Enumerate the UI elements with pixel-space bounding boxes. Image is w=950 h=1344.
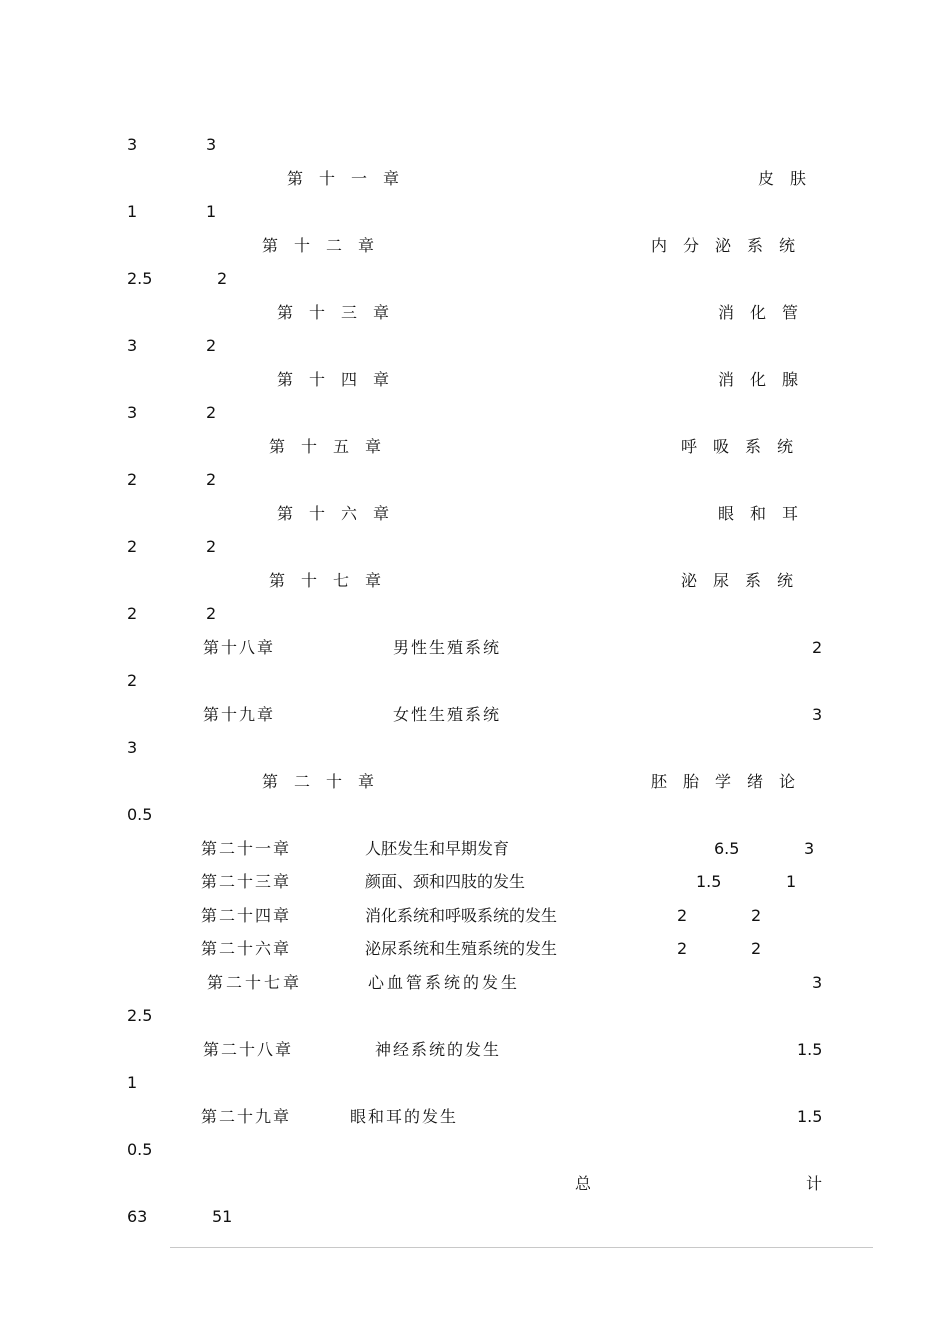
row-hours-theory: 3 — [127, 738, 138, 757]
row-hours-theory: 1 — [206, 202, 217, 221]
row-hours-total: 3 — [812, 705, 823, 724]
total-hours-theory: 51 — [212, 1207, 233, 1226]
row-subject: 内 分 泌 系 统 — [651, 236, 796, 255]
total-hours-total: 63 — [127, 1207, 148, 1226]
row-subject: 女性生殖系统 — [393, 705, 502, 724]
row-subject: 皮 肤 — [758, 169, 807, 188]
row-chapter: 第十八章 — [203, 638, 276, 657]
row-hours-total: 1.5 — [797, 1107, 823, 1126]
row-hours-total: 3 — [127, 336, 138, 355]
total-label-right: 计 — [806, 1174, 823, 1193]
row-hours-theory: 1 — [786, 872, 797, 891]
row-hours-theory: 2 — [206, 403, 217, 422]
row-hours-theory: 2 — [751, 906, 762, 925]
row-chapter: 第二十一章 — [201, 839, 292, 858]
row-chapter: 第 十 一 章 — [287, 169, 400, 188]
row-hours-total: 2 — [127, 537, 138, 556]
row-subject: 眼和耳的发生 — [350, 1107, 459, 1126]
row-hours-total: 3 — [812, 973, 823, 992]
row-hours-total: 2 — [127, 604, 138, 623]
row-hours-theory: 2 — [206, 537, 217, 556]
row-hours-total: 3 — [127, 403, 138, 422]
row-subject: 呼 吸 系 统 — [681, 437, 794, 456]
row-hours-total: 2 — [812, 638, 823, 657]
row-chapter: 第十九章 — [203, 705, 276, 724]
row-subject: 泌尿系统和生殖系统的发生 — [365, 939, 558, 958]
row-hours-total: 2 — [677, 906, 688, 925]
row-subject: 消化系统和呼吸系统的发生 — [365, 906, 558, 925]
row-chapter: 第二十九章 — [201, 1107, 292, 1126]
row-subject: 消 化 腺 — [718, 370, 799, 389]
row-hours-theory: 0.5 — [127, 1140, 153, 1159]
row-hours-theory: 3 — [206, 135, 217, 154]
row-hours-total: 0.5 — [127, 805, 153, 824]
total-label-left: 总 — [575, 1174, 592, 1193]
row-chapter: 第二十六章 — [201, 939, 292, 958]
row-hours-theory: 3 — [804, 839, 815, 858]
row-hours-theory: 2 — [206, 470, 217, 489]
row-hours-theory: 2 — [751, 939, 762, 958]
row-chapter: 第 十 六 章 — [277, 504, 390, 523]
row-chapter: 第 十 七 章 — [269, 571, 382, 590]
row-subject: 颜面、颈和四肢的发生 — [365, 872, 526, 891]
row-chapter: 第二十四章 — [201, 906, 292, 925]
footer-divider — [170, 1247, 873, 1248]
row-hours-theory: 2 — [206, 604, 217, 623]
row-chapter: 第 十 二 章 — [262, 236, 375, 255]
row-hours-total: 1.5 — [696, 872, 722, 891]
row-chapter: 第 十 五 章 — [269, 437, 382, 456]
row-hours-total: 3 — [127, 135, 138, 154]
row-subject: 胚 胎 学 绪 论 — [651, 772, 796, 791]
row-hours-theory: 2.5 — [127, 1006, 153, 1025]
row-hours-total: 1 — [127, 202, 138, 221]
row-hours-theory: 1 — [127, 1073, 138, 1092]
row-chapter: 第二十八章 — [203, 1040, 294, 1059]
row-hours-total: 2 — [677, 939, 688, 958]
row-subject: 消 化 管 — [718, 303, 799, 322]
row-subject: 人胚发生和早期发育 — [365, 839, 510, 858]
row-chapter: 第 二 十 章 — [262, 772, 375, 791]
row-subject: 心血管系统的发生 — [368, 973, 521, 992]
row-chapter: 第二十七章 — [207, 973, 303, 992]
row-chapter: 第二十三章 — [201, 872, 292, 891]
row-hours-theory: 2 — [127, 671, 138, 690]
row-hours-total: 2 — [127, 470, 138, 489]
row-subject: 男性生殖系统 — [393, 638, 502, 657]
row-chapter: 第 十 四 章 — [277, 370, 390, 389]
row-hours-theory: 2 — [206, 336, 217, 355]
row-hours-theory: 2 — [217, 269, 228, 288]
row-hours-total: 6.5 — [714, 839, 740, 858]
row-hours-total: 1.5 — [797, 1040, 823, 1059]
row-subject: 泌 尿 系 统 — [681, 571, 794, 590]
row-hours-total: 2.5 — [127, 269, 153, 288]
row-chapter: 第 十 三 章 — [277, 303, 390, 322]
row-subject: 眼 和 耳 — [718, 504, 799, 523]
row-subject: 神经系统的发生 — [375, 1040, 502, 1059]
